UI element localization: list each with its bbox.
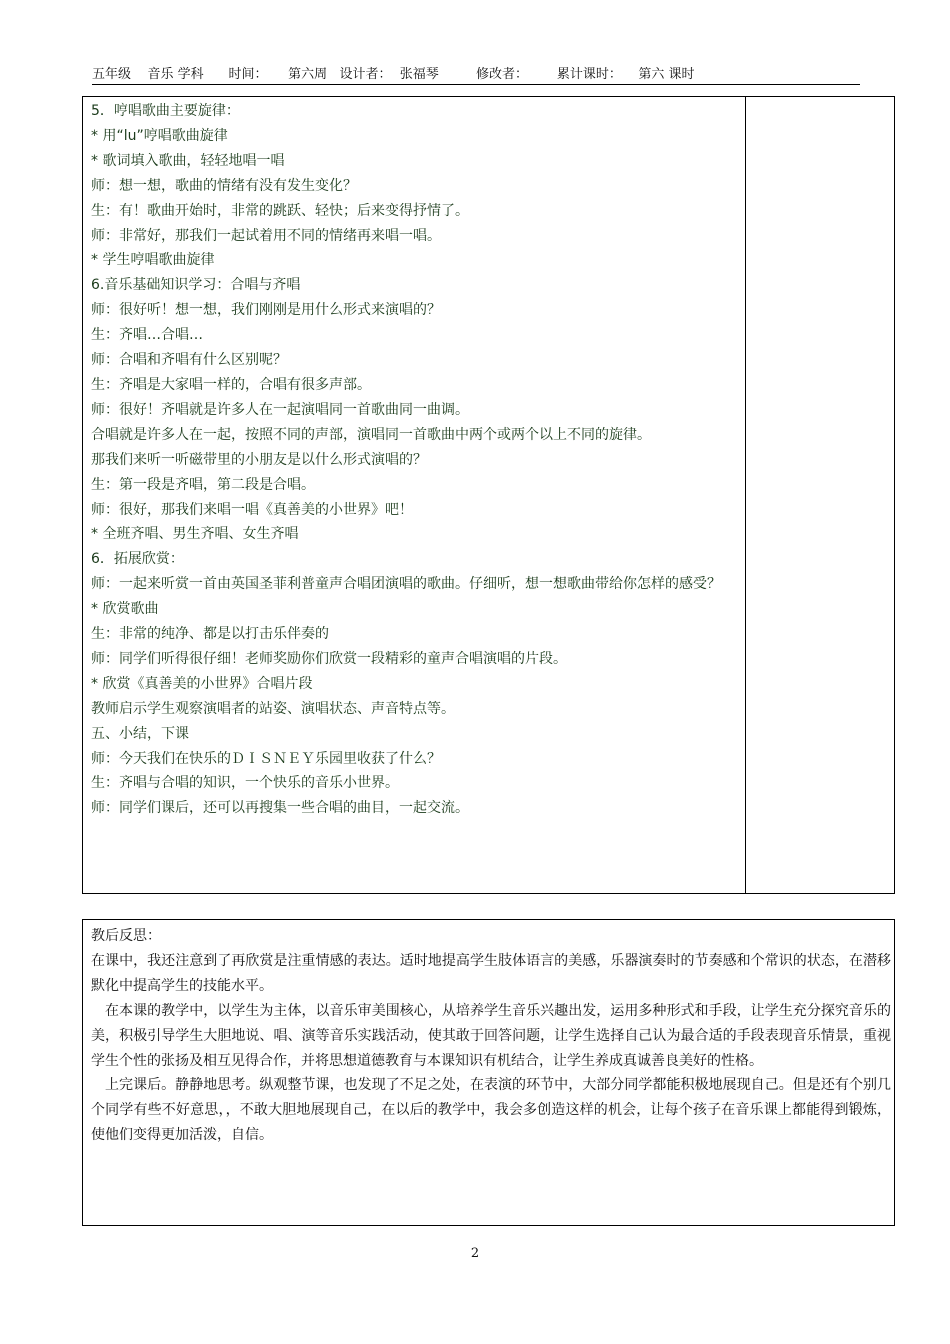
lesson-line: 生：第一段是齐唱，第二段是合唱。 bbox=[91, 476, 315, 493]
lesson-table bbox=[82, 96, 895, 894]
lesson-line: 师：今天我们在快乐的ＤＩＳＮＥＹ乐园里收获了什么？ bbox=[91, 750, 441, 767]
lesson-line: 生：齐唱是大家唱一样的，合唱有很多声部。 bbox=[91, 376, 371, 393]
column-divider bbox=[745, 97, 746, 893]
lesson-line: 那我们来听一听磁带里的小朋友是以什么形式演唱的？ bbox=[91, 451, 427, 468]
page-header: 五年级 音乐 学科 时间： 第六周 设计者： 张福琴 修改者： 累计课时： 第六 课时 bbox=[92, 66, 860, 85]
lesson-line: 教师启示学生观察演唱者的站姿、演唱状态、声音特点等。 bbox=[91, 700, 455, 717]
reflection-paragraph: 在课中，我还注意到了再欣赏是注重情感的表达。适时地提高学生肢体语言的美感，乐器演奏时的节奏感和个常识的状态，在潜移默化中提高学生的技能水平。 bbox=[91, 952, 891, 994]
lesson-line: * 欣赏歌曲 bbox=[91, 601, 159, 618]
lesson-line: 师：合唱和齐唱有什么区别呢？ bbox=[91, 352, 287, 369]
lesson-line: 生：非常的纯净、都是以打击乐伴奏的 bbox=[91, 626, 329, 643]
lesson-line: 生：齐唱与合唱的知识，一个快乐的音乐小世界。 bbox=[91, 775, 399, 792]
lesson-line: 6．拓展欣赏： bbox=[91, 551, 184, 568]
lesson-line: 师：想一想，歌曲的情绪有没有发生变化？ bbox=[91, 177, 357, 194]
reflection-content bbox=[91, 924, 891, 1148]
lesson-line: 生：齐唱…合唱… bbox=[91, 327, 203, 344]
lesson-line: 师：很好，那我们来唱一唱《真善美的小世界》吧！ bbox=[91, 501, 413, 518]
reflection-paragraph: 上完课后。静静地思考。纵观整节课，也发现了不足之处，在表演的环节中，大部分同学都能积极地展现自己。但是还有个别几个同学有些不好意思，，不敢大胆地展现自己，在以后的教学中，我会多创造这样的机会，让每个孩子在音乐课上都能得到锻炼，使他们变得更加活泼，自信。 bbox=[91, 1077, 891, 1144]
lesson-line: * 欣赏《真善美的小世界》合唱片段 bbox=[91, 675, 313, 692]
lesson-line: 师：很好听！想一想，我们刚刚是用什么形式来演唱的？ bbox=[91, 302, 441, 319]
reflection-box bbox=[82, 919, 895, 1226]
lesson-line: * 歌词填入歌曲，轻轻地唱一唱 bbox=[91, 152, 285, 169]
lesson-content bbox=[91, 99, 743, 821]
lesson-line: 师：很好！齐唱就是许多人在一起演唱同一首歌曲同一曲调。 bbox=[91, 401, 469, 418]
lesson-line: 合唱就是许多人在一起，按照不同的声部，演唱同一首歌曲中两个或两个以上不同的旋律。 bbox=[91, 426, 651, 443]
lesson-line: 5．哼唱歌曲主要旋律： bbox=[91, 103, 240, 119]
lesson-line: * 用“lu”哼唱歌曲旋律 bbox=[91, 127, 228, 144]
lesson-line: 师：一起来听赏一首由英国圣菲利普童声合唱团演唱的歌曲。仔细听，想一想歌曲带给你怎样的感受？ bbox=[91, 576, 721, 593]
lesson-line: 师：非常好，那我们一起试着用不同的情绪再来唱一唱。 bbox=[91, 227, 441, 244]
lesson-line: 师：同学们听得很仔细！老师奖励你们欣赏一段精彩的童声合唱演唱的片段。 bbox=[91, 650, 567, 667]
lesson-line: 师：同学们课后，还可以再搜集一些合唱的曲目，一起交流。 bbox=[91, 800, 469, 817]
lesson-line: 6.音乐基础知识学习：合唱与齐唱 bbox=[91, 277, 301, 294]
lesson-line: * 全班齐唱、男生齐唱、女生齐唱 bbox=[91, 526, 299, 543]
reflection-paragraph: 在本课的教学中，以学生为主体，以音乐审美围核心，从培养学生音乐兴趣出发，运用多种形式和手段，让学生充分探究音乐的美，积极引导学生大胆地说、唱、演等音乐实践活动，使其敢于回答问题，让学生选择自己认为最合适的手段表现音乐情景，重视学生个性的张扬及相互见得合作，并将思想道德教育与本课知识有机结合，让学生养成真诚善良美好的性格。 bbox=[91, 1002, 891, 1069]
lesson-line: 生：有！歌曲开始时，非常的跳跃、轻快；后来变得抒情了。 bbox=[91, 202, 469, 219]
lesson-line: 五、小结，下课 bbox=[91, 725, 189, 742]
page-number: 2 bbox=[470, 1246, 480, 1261]
lesson-line: * 学生哼唱歌曲旋律 bbox=[91, 252, 215, 269]
reflection-title: 教后反思： bbox=[91, 928, 161, 944]
